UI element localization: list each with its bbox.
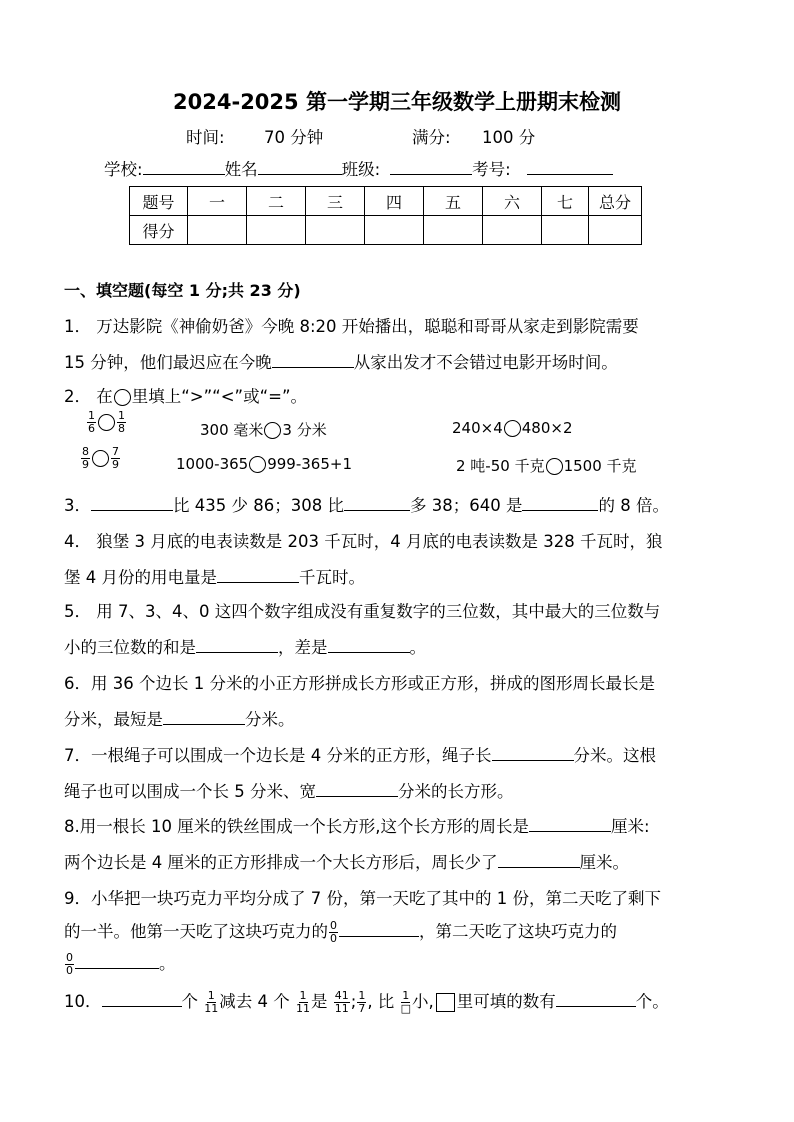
question-text: 15 分钟，他们最迟应在今晚 <box>64 353 272 372</box>
fraction: $\frac{0}{0}$ <box>66 951 73 977</box>
fraction: $\frac{7}{9}$ <box>112 445 119 471</box>
compare-circle[interactable] <box>264 422 281 439</box>
exam-number-label: 考号: <box>472 160 511 179</box>
fraction: $\frac{1}{□}$ <box>400 989 411 1015</box>
fraction: $\frac{41}{11}$ <box>334 989 349 1015</box>
question-text: ; <box>350 992 357 1011</box>
fraction: $\frac{1}{11}$ <box>296 989 310 1015</box>
question-1-line-2 <box>64 349 618 373</box>
fraction: $\frac{1}{6}$ <box>88 409 95 435</box>
compare-item <box>200 419 327 440</box>
question-text: ，差是 <box>278 638 328 657</box>
class-label: 班级: <box>341 160 381 179</box>
question-6-line-2 <box>64 706 295 730</box>
question-4-line-1: 4． 狼堡 3 月底的电表读数是 203 千瓦时，4 月底的电表读数是 328 千瓦时，狼 <box>64 532 663 551</box>
question-5-line-2 <box>64 634 426 658</box>
score-table-score-row <box>130 216 642 245</box>
question-6-line-1: 6．用 36 个边长 1 分米的小正方形拼成长方形或正方形，拼成的图形周长最长是 <box>64 674 655 693</box>
answer-blank[interactable] <box>522 493 598 511</box>
answer-blank[interactable] <box>196 635 278 653</box>
exam-number-field[interactable] <box>527 157 613 175</box>
question-text: 堡 4 月份的用电量是 <box>64 568 217 587</box>
question-9-line-2 <box>64 918 617 945</box>
question-8-line-1 <box>64 813 650 837</box>
score-table-header-cell: 五 <box>424 187 483 216</box>
score-table-header-cell: 题号 <box>130 187 188 216</box>
page-title: 2024-2025 第一学期三年级数学上册期末检测 <box>173 90 621 114</box>
question-3 <box>64 492 669 516</box>
square-box-icon <box>436 993 455 1012</box>
answer-blank[interactable] <box>217 565 299 583</box>
question-text: 比 435 少 86；308 比 <box>173 496 344 515</box>
answer-blank[interactable] <box>556 989 636 1007</box>
compare-circle[interactable] <box>92 450 109 467</box>
class-field[interactable] <box>390 157 472 175</box>
question-8-line-2 <box>64 849 629 873</box>
fraction: $\frac{8}{9}$ <box>82 445 89 471</box>
question-text: 千瓦时。 <box>299 568 365 587</box>
answer-blank[interactable] <box>328 635 410 653</box>
name-field[interactable] <box>258 157 342 175</box>
score-cell[interactable] <box>247 216 306 245</box>
compare-right: 480×2 <box>521 419 573 437</box>
answer-blank[interactable] <box>498 850 580 868</box>
question-text: 个 <box>181 992 198 1011</box>
question-5-line-1: 5． 用 7、3、4、0 这四个数字组成没有重复数字的三位数，其中最大的三位数与 <box>64 602 661 621</box>
score-cell[interactable] <box>483 216 542 245</box>
compare-right: 3 分米 <box>282 421 327 439</box>
question-text: 分米，最短是 <box>64 710 163 729</box>
question-text: ，第二天吃了这块巧克力的 <box>419 922 617 941</box>
question-text: 分米。这根 <box>573 746 656 765</box>
full-score-label: 满分: <box>412 128 451 147</box>
compare-item <box>456 455 637 476</box>
question-text: , 比 <box>367 992 395 1011</box>
circle-icon <box>114 389 131 406</box>
school-label: 学校: <box>104 160 143 179</box>
score-table-header-cell: 六 <box>483 187 542 216</box>
compare-item <box>80 446 121 471</box>
student-info-line <box>104 156 613 180</box>
answer-blank[interactable] <box>75 951 159 969</box>
fraction: $\frac{1}{11}$ <box>204 989 219 1015</box>
question-7-line-1 <box>64 742 656 766</box>
answer-blank[interactable] <box>91 493 173 511</box>
compare-circle[interactable] <box>504 420 521 437</box>
question-text: 厘米: <box>610 817 650 836</box>
score-table-header-cell: 二 <box>247 187 306 216</box>
question-2-intro <box>64 383 307 407</box>
time-value: 70 分钟 <box>264 128 324 147</box>
question-text: 10． <box>64 992 102 1011</box>
compare-item <box>86 410 127 435</box>
answer-blank[interactable] <box>529 814 611 832</box>
score-cell[interactable] <box>188 216 247 245</box>
compare-left: 2 吨-50 千克 <box>456 457 545 475</box>
answer-blank[interactable] <box>272 350 354 368</box>
question-text: 从家出发才不会错过电影开场时间。 <box>353 353 618 372</box>
score-cell[interactable] <box>306 216 365 245</box>
question-text: 两个边长是 4 厘米的正方形排成一个大长方形后，周长少了 <box>64 853 498 872</box>
compare-left: 1000-365 <box>176 455 249 473</box>
answer-blank[interactable] <box>339 919 419 937</box>
compare-circle[interactable] <box>546 458 563 475</box>
question-text: 3． <box>64 496 91 515</box>
compare-left: 300 毫米 <box>200 421 264 439</box>
score-table-header-cell: 四 <box>365 187 424 216</box>
answer-blank[interactable] <box>316 779 398 797</box>
question-text: 是 <box>311 992 328 1011</box>
score-cell[interactable] <box>424 216 483 245</box>
score-table-header-cell: 三 <box>306 187 365 216</box>
compare-circle[interactable] <box>249 456 266 473</box>
question-7-line-2 <box>64 778 514 802</box>
answer-blank[interactable] <box>163 707 245 725</box>
fraction: $\frac{0}{0}$ <box>330 919 337 945</box>
score-table <box>129 186 642 245</box>
fraction: $\frac{1}{7}$ <box>358 989 366 1015</box>
answer-blank[interactable] <box>492 743 574 761</box>
question-text: 。 <box>409 638 426 657</box>
question-text: 的一半。他第一天吃了这块巧克力的 <box>64 922 328 941</box>
score-row-label: 得分 <box>130 216 188 245</box>
score-table-header-cell: 总分 <box>589 187 642 216</box>
compare-right: 999-365+1 <box>267 455 353 473</box>
name-label: 姓名 <box>224 160 258 179</box>
question-text: 8.用一根长 10 厘米的铁丝围成一个长方形,这个长方形的周长是 <box>64 817 529 836</box>
school-field[interactable] <box>143 157 225 175</box>
question-text: 分米。 <box>245 710 295 729</box>
question-4-line-2 <box>64 564 365 588</box>
time-label: 时间: <box>186 128 225 147</box>
score-table-header-cell: 七 <box>542 187 589 216</box>
question-text: 小, <box>411 992 434 1011</box>
question-9-line-1: 9．小华把一块巧克力平均分成了 7 份，第一天吃了其中的 1 份，第二天吃了剩下 <box>64 889 661 908</box>
question-text: 7．一根绳子可以围成一个边长是 4 分米的正方形，绳子长 <box>64 746 492 765</box>
answer-blank[interactable] <box>102 989 182 1007</box>
question-text: 个。 <box>635 992 669 1011</box>
compare-item <box>452 419 573 437</box>
compare-circle[interactable] <box>98 414 115 431</box>
score-table-header-cell: 一 <box>188 187 247 216</box>
question-text: 分米的长方形。 <box>398 782 514 801</box>
question-text: 减去 4 个 <box>219 992 290 1011</box>
question-text: 里填上“>”“<”或“=”。 <box>131 387 308 406</box>
score-cell[interactable] <box>542 216 589 245</box>
question-text: 里可填的数有 <box>456 992 556 1011</box>
full-score-value: 100 分 <box>482 128 536 147</box>
question-text: 的 8 倍。 <box>598 496 669 515</box>
compare-item <box>176 455 352 473</box>
question-text: 2． 在 <box>64 387 113 406</box>
score-table-header-row <box>130 187 642 216</box>
compare-left: 240×4 <box>452 419 503 437</box>
score-cell[interactable] <box>365 216 424 245</box>
fraction: $\frac{1}{8}$ <box>118 409 125 435</box>
question-1-line-1: 1． 万达影院《神偷奶爸》今晚 8:20 开始播出，聪聪和哥哥从家走到影院需要 <box>64 317 639 336</box>
question-9-line-3 <box>64 950 176 977</box>
question-text: 绳子也可以围成一个长 5 分米、宽 <box>64 782 316 801</box>
question-text: 小的三位数的和是 <box>64 638 196 657</box>
section-heading: 一、填空题(每空 1 分;共 23 分) <box>64 281 301 300</box>
question-text: 厘米。 <box>579 853 629 872</box>
question-text: 多 38；640 是 <box>409 496 523 515</box>
score-cell[interactable] <box>589 216 642 245</box>
compare-right: 1500 千克 <box>563 457 637 475</box>
question-text: 。 <box>159 954 176 973</box>
question-10 <box>64 988 669 1015</box>
answer-blank[interactable] <box>344 493 410 511</box>
